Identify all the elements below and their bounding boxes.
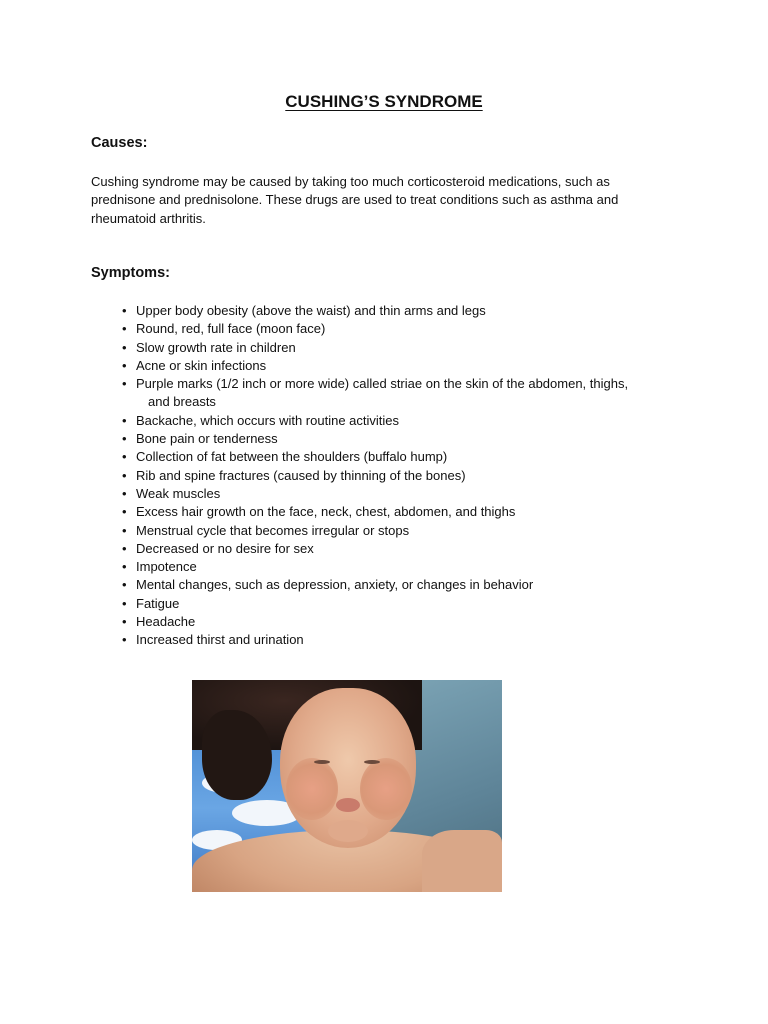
page-title: CUSHING’S SYNDROME	[285, 92, 483, 111]
symptoms-heading: Symptoms:	[91, 265, 170, 281]
photo-cheek	[286, 758, 338, 820]
photo-eye	[364, 760, 380, 764]
list-item: • Decreased or no desire for sex	[122, 540, 682, 558]
moon-face-photo	[192, 680, 502, 892]
list-item: • Acne or skin infections	[122, 357, 682, 375]
photo-mouth	[336, 798, 360, 812]
photo-chin	[328, 820, 368, 842]
list-item: • Collection of fat between the shoulders (buffalo hump)	[122, 448, 682, 466]
photo-eye	[314, 760, 330, 764]
photo-cheek	[360, 758, 412, 820]
list-item: • Fatigue	[122, 595, 682, 613]
list-item: • Headache	[122, 613, 682, 631]
list-item: • Weak muscles	[122, 485, 682, 503]
list-item: • Increased thirst and urination	[122, 631, 682, 649]
photo-infant-face	[280, 688, 416, 848]
causes-heading: Causes:	[91, 135, 148, 151]
list-item: • Purple marks (1/2 inch or more wide) called striae on the skin of the abdomen, thighs, and breasts	[122, 375, 682, 412]
photo-hand	[422, 830, 502, 892]
list-item: • Bone pain or tenderness	[122, 430, 682, 448]
symptoms-list	[122, 302, 682, 650]
causes-paragraph: Cushing syndrome may be caused by taking too much corticosteroid medications, such as prednisone and prednisolone. These drugs are used to treat conditions such as asthma and rheumatoid arthritis.	[91, 174, 619, 226]
list-item: • Round, red, full face (moon face)	[122, 320, 682, 338]
list-item: • Menstrual cycle that becomes irregular or stops	[122, 522, 682, 540]
list-item: • Backache, which occurs with routine activities	[122, 412, 682, 430]
list-item: • Slow growth rate in children	[122, 339, 682, 357]
list-item: • Upper body obesity (above the waist) and thin arms and legs	[122, 302, 682, 320]
list-item: • Mental changes, such as depression, anxiety, or changes in behavior	[122, 576, 682, 594]
list-item: • Impotence	[122, 558, 682, 576]
list-item: • Rib and spine fractures (caused by thinning of the bones)	[122, 467, 682, 485]
list-item-continuation: and breasts	[148, 394, 216, 410]
list-item: • Excess hair growth on the face, neck, chest, abdomen, and thighs	[122, 503, 682, 521]
